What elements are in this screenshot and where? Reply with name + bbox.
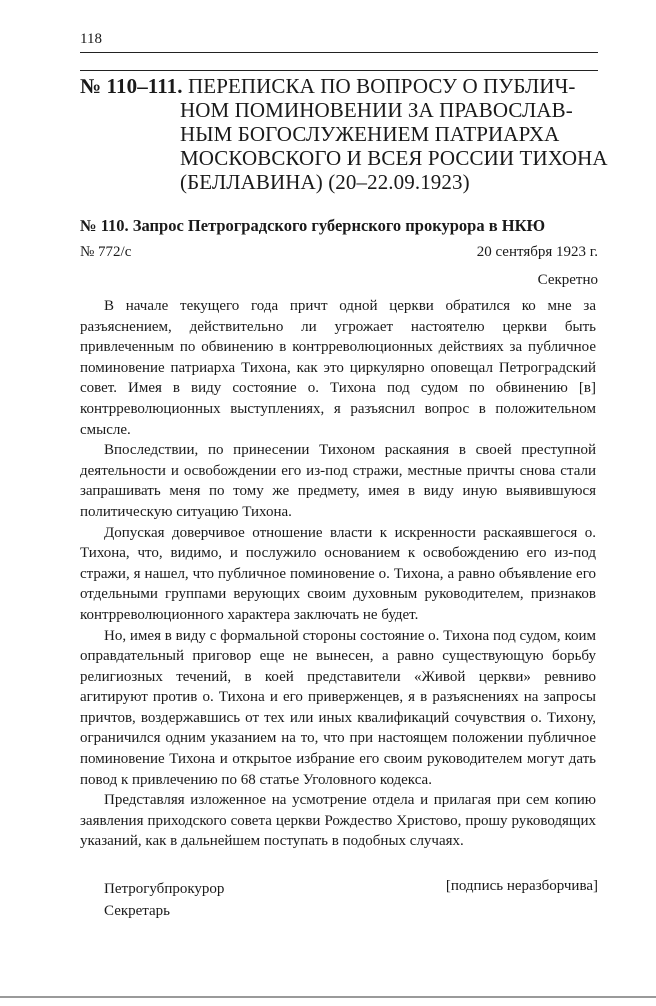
paragraph: Впоследствии, по принесении Тихоном раскаяния в своей преступной деятельности и освобождении его из-под стражи, местные причты снова стали запрашивать меня по тому же предмету, имея в виду иную выявившуюся политическую ситуацию Тихона. xyxy=(80,442,596,520)
document-date: 20 сентября 1923 г. xyxy=(476,244,598,260)
paragraph: Но, имея в виду с формальной стороны состояние о. Тихона под судом, коим оправдательный приговор еще не вынесен, а равно существующую борьбу религиозных течений, в коей представители «Живой церкви» ревниво агитируют против о. Тихона и его приверженцев, я в разъяснениях на запросы причтов, воздержавшись от тех или иных квалификаций сочувствия о. Тихону, ограничился одним указанием на то, что при настоящем положении публичное поминовение Тихона и открытое избрание его своим руководителем могут дать повод к привлечению по 68 статье Уголовного кодекса. xyxy=(80,627,596,788)
title-rule xyxy=(80,70,598,71)
subdocument-heading: № 110. Запрос Петроградского губернского прокурора в НКЮ xyxy=(80,216,546,235)
signature-note: [подпись неразборчива] xyxy=(445,878,598,894)
paragraph: В начале текущего года причт одной церкви обратился ко мне за разъяснением, действительно ли угрожает настоятелю церкви быть привлеченным по обвинению в контрреволюционных действиях за публичное поминовение патриарха Тихона, как это циркулярно оповещал Петроградский совет. Имея в виду состояние о. Тихона под судом по обвинению [в] контрреволюционных выступлениях, я разъяснил вопрос в положительном смысле. xyxy=(80,298,596,438)
signature-position: Петрогубпрокурор xyxy=(104,881,225,897)
classification-label: Секретно xyxy=(537,272,598,288)
reference-number: № 772/с xyxy=(80,244,132,260)
body-text xyxy=(80,296,596,852)
paragraph: Представляя изложенное на усмотрение отдела и прилагая при сем копию заявления приходского совета церкви Рождество Христово, прошу руководящих указаний, как в дальнейшем поступать в подобных случаях. xyxy=(80,792,596,850)
page-bottom-rule xyxy=(0,996,656,998)
document-title xyxy=(80,74,608,194)
title-line: (БЕЛЛАВИНА) (20–22.09.1923) xyxy=(180,170,470,194)
signature-block xyxy=(104,878,224,922)
title-line: НОМ ПОМИНОВЕНИИ ЗА ПРАВОСЛАВ- xyxy=(180,98,573,122)
signature-position: Секретарь xyxy=(104,903,171,919)
title-line: МОСКОВСКОГО И ВСЕЯ РОССИИ ТИХОНА xyxy=(180,146,608,170)
document-number: № 110–111. xyxy=(80,74,183,98)
header-rule xyxy=(80,52,598,53)
page-number: 118 xyxy=(80,31,102,47)
title-line: ПЕРЕПИСКА ПО ВОПРОСУ О ПУБЛИЧ- xyxy=(188,74,576,98)
paragraph: Допуская доверчивое отношение власти к искренности раскаявшегося о. Тихона, что, видимо, и послужило основанием к освобождению его из-под стражи, я нашел, что публичное поминовение о. Тихона, а равно объявление его отдельными группами верующих своим духовным руководителем, признаков контрреволюционного характера заключать не будет. xyxy=(80,524,596,623)
title-line: НЫМ БОГОСЛУЖЕНИЕМ ПАТРИАРХА xyxy=(180,122,560,146)
